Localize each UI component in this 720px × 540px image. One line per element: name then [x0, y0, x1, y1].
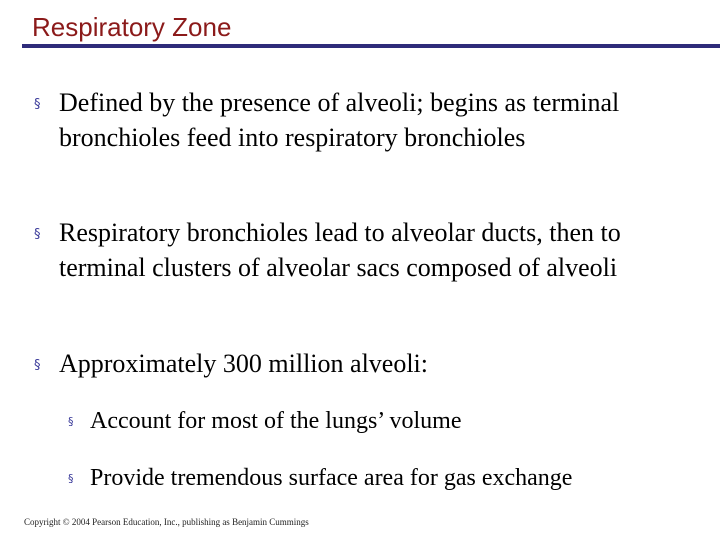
sub-bullet-marker-icon: §	[68, 415, 74, 428]
sub-bullet-lung-volume	[68, 406, 708, 436]
sub-bullet-marker-icon: §	[68, 472, 74, 485]
bullet-text: Respiratory bronchioles lead to alveolar ducts, then to terminal clusters of alveolar sacs composed of alveoli	[59, 218, 621, 282]
sub-bullet-text: Provide tremendous surface area for gas exchange	[90, 465, 573, 491]
bullet-alveoli-definition	[34, 85, 694, 155]
bullet-text: Defined by the presence of alveoli; begins as terminal bronchioles feed into respiratory bronchioles	[59, 88, 620, 152]
bullet-text: Approximately 300 million alveoli:	[59, 349, 429, 378]
copyright-footer: Copyright © 2004 Pearson Education, Inc., publishing as Benjamin Cummings	[24, 517, 309, 527]
slide-title: Respiratory Zone	[32, 12, 232, 42]
bullet-marker-icon: §	[34, 97, 41, 112]
bullet-marker-icon: §	[34, 358, 41, 373]
title-underline	[22, 44, 720, 48]
bullet-respiratory-bronchioles	[34, 215, 694, 285]
bullet-marker-icon: §	[34, 227, 41, 242]
bullet-alveoli-count	[34, 346, 694, 381]
sub-bullet-surface-area	[68, 463, 708, 493]
sub-bullet-text: Account for most of the lungs’ volume	[90, 408, 462, 434]
